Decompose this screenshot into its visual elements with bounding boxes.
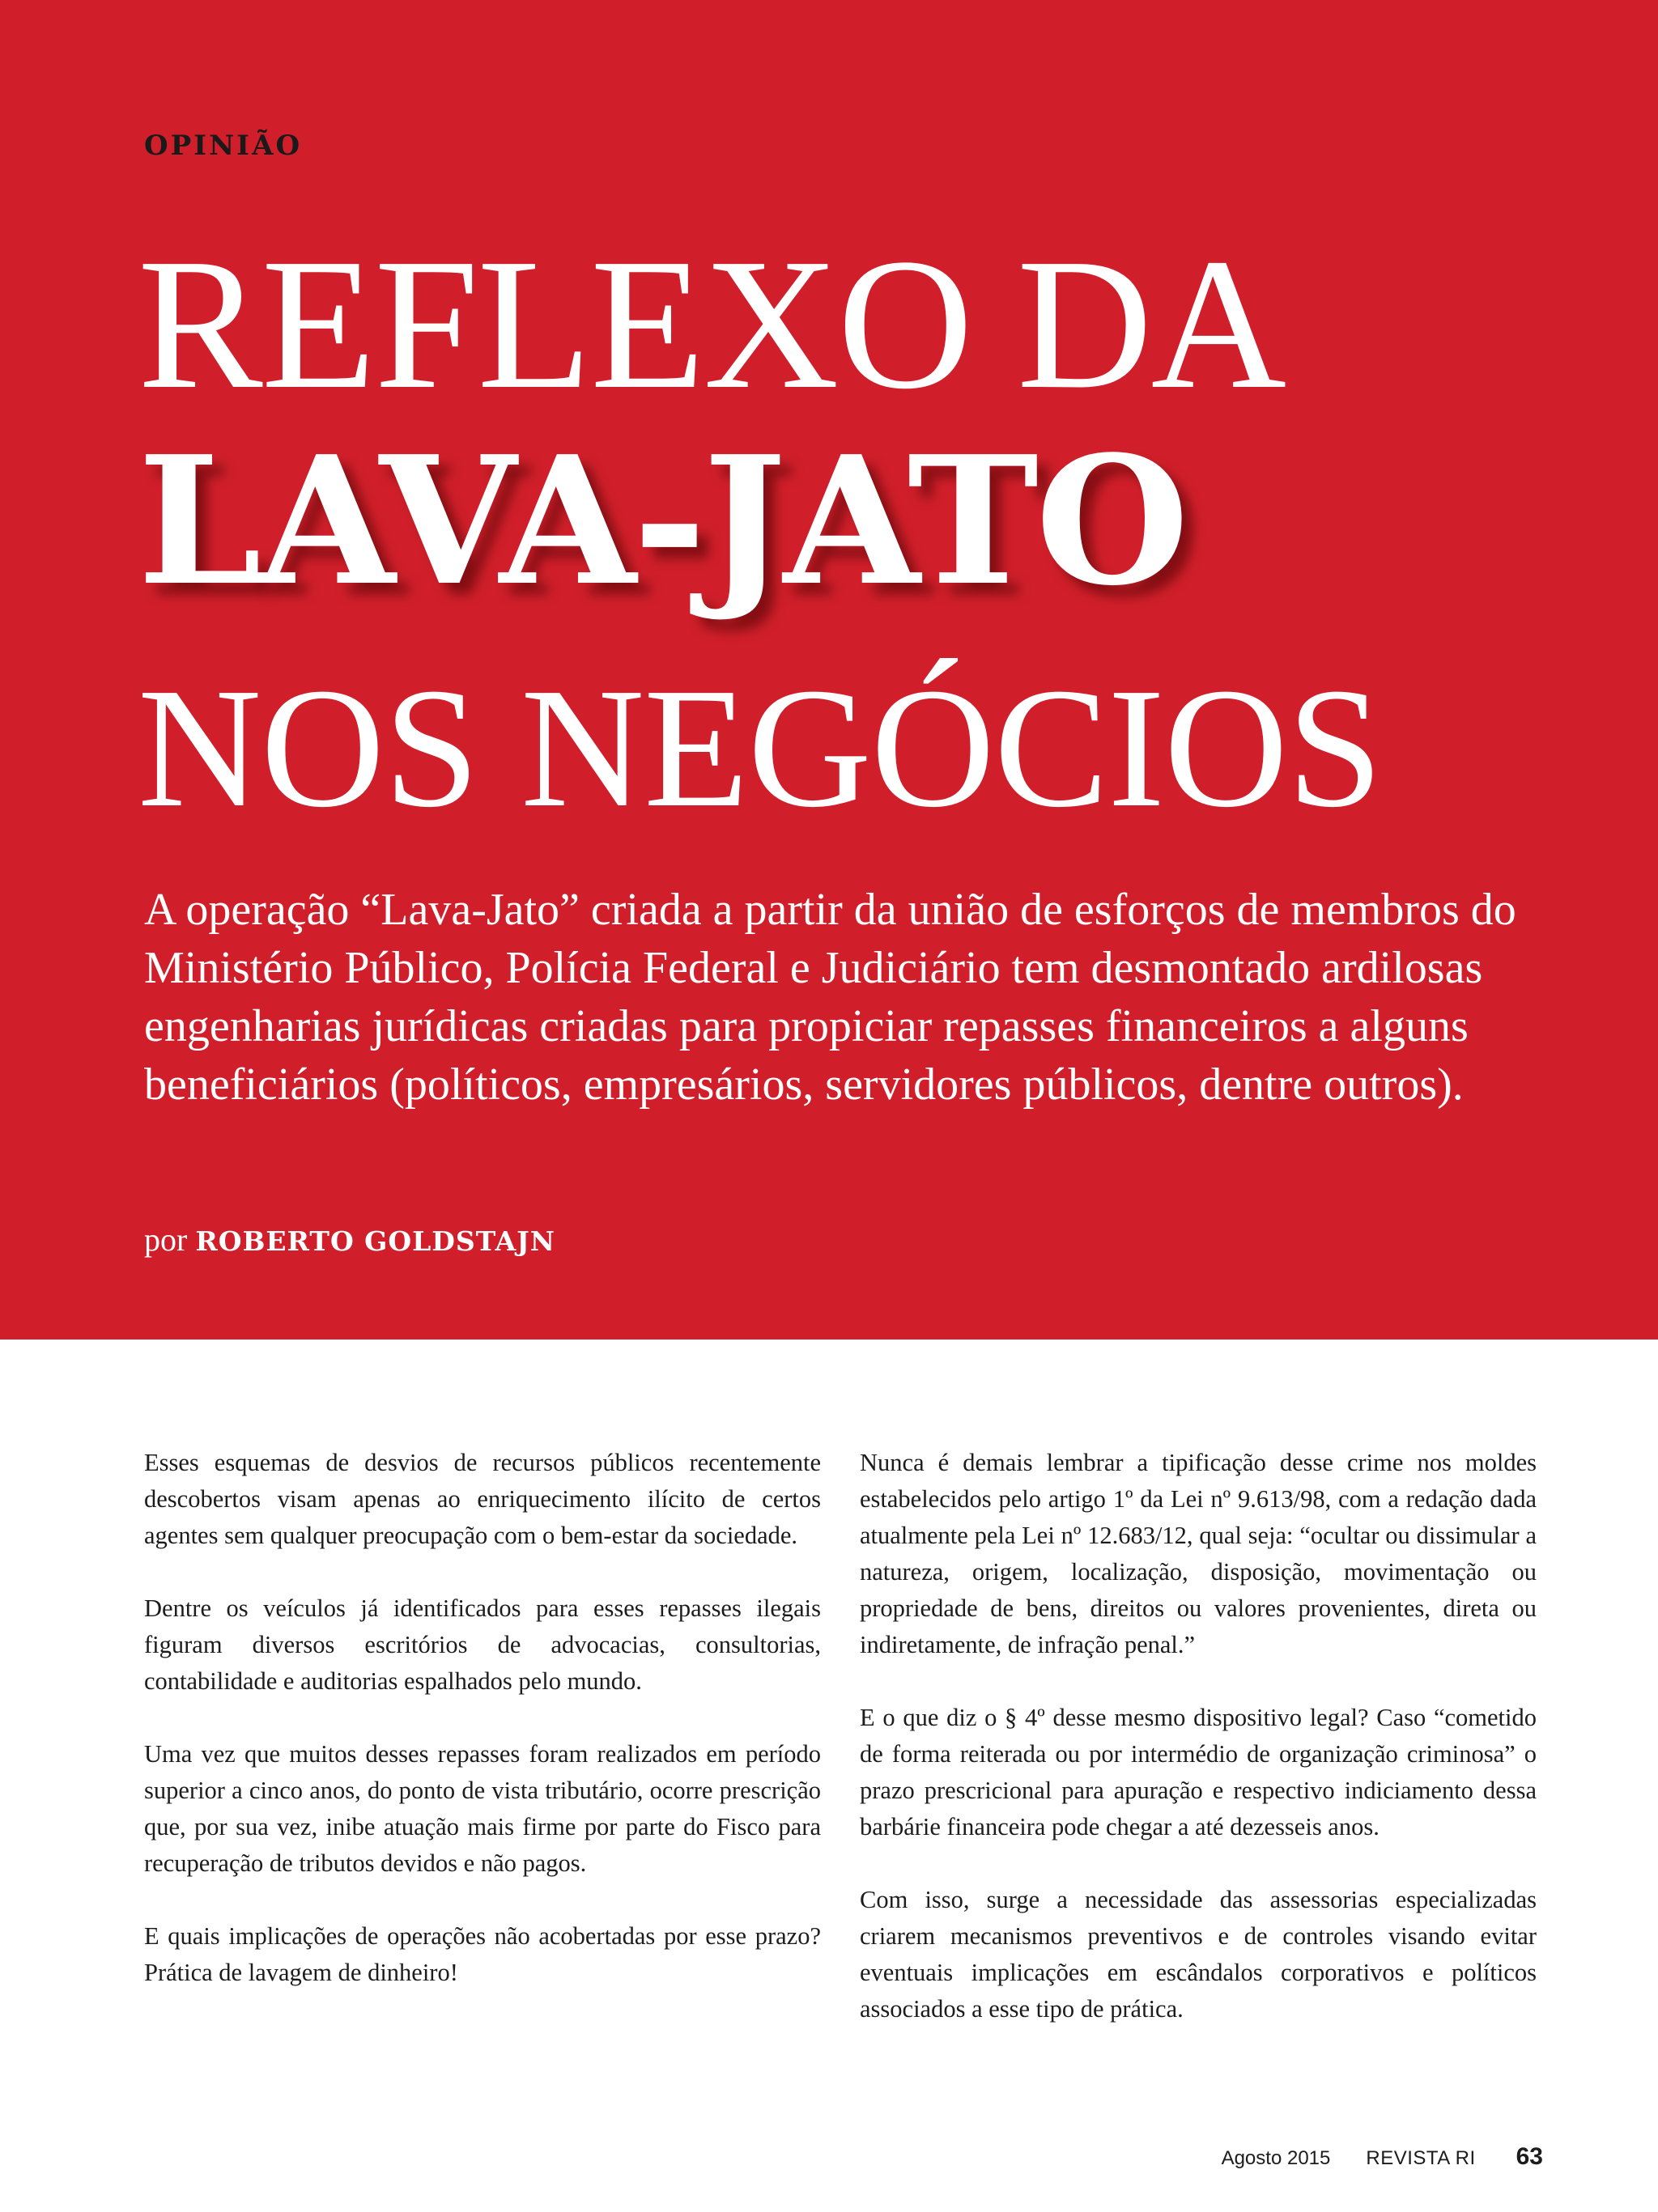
body-paragraph: Dentre os veículos já identificados para esses repasses ilegais figuram diversos escritórios de advocacias, consultorias, contabilidade e auditorias espalhados pelo mundo.: [144, 1594, 821, 1695]
title-line-1: REFLEXO DA: [138, 220, 1286, 428]
page-number: 63: [1516, 2143, 1543, 2170]
body-paragraph: Uma vez que muitos desses repasses foram realizados em período superior a cinco anos, do ponto de vista tributário, ocorre prescrição que, por sua vez, inibe atuação mais firme por parte do Fisco para recuperação de tributos devidos e não pagos.: [144, 1740, 821, 1877]
body-column-left: [144, 1445, 821, 2027]
section-label: OPINIÃO: [144, 129, 303, 162]
body-paragraph: E quais implicações de operações não acobertadas por esse prazo? Prática de lavagem de dinheiro!: [144, 1922, 821, 1986]
magazine-name: REVISTA RI: [1366, 2147, 1476, 2169]
body-column-right: [860, 1445, 1537, 2064]
title-line-3: NOS NEGÓCIOS: [138, 652, 1382, 843]
page-footer: [1222, 2143, 1543, 2171]
issue-date: Agosto 2015: [1221, 2147, 1331, 2169]
body-paragraph: Com isso, surge a necessidade das assessorias especializadas criarem mecanismos preventivos e de controles visando evitar eventuais implicações em escândalos corporativos e políticos associados a esse tipo de prática.: [860, 1886, 1537, 2023]
lead-paragraph: A operação “Lava-Jato” criada a partir da união de esforços de membros do Ministério Público, Polícia Federal e Judiciário tem desmontado ardilosas engenharias jurídicas criadas para propiciar repasses financeiros a alguns beneficiários (políticos, empresários, servidores públicos, dentre outros).: [144, 885, 1516, 1110]
body-paragraph: Nunca é demais lembrar a tipificação desse crime nos moldes estabelecidos pelo artigo 1º da Lei nº 9.613/98, com a redação dada atualmente pela Lei nº 12.683/12, qual seja: “ocultar ou dissimular a natureza, origem, localização, disposição, movimentação ou propriedade de bens, direitos ou valores provenientes, direta ou indiretamente, de infração penal.”: [860, 1449, 1537, 1658]
byline: [144, 1221, 555, 1259]
byline-prefix: por: [144, 1221, 188, 1258]
body-paragraph: Esses esquemas de desvios de recursos públicos recentemente descobertos visam apenas ao enriquecimento ilícito de certos agentes sem qualquer preocupação com o bem-estar da sociedade.: [144, 1449, 821, 1549]
title-line-2: LAVA-JATO: [138, 418, 1186, 625]
body-paragraph: E o que diz o § 4º desse mesmo dispositivo legal? Caso “cometido de forma reiterada ou por intermédio de organização criminosa” o prazo prescricional para apuração e respectivo indiciamento dessa barbárie financeira pode chegar a até dezesseis anos.: [860, 1704, 1537, 1841]
author-name: ROBERTO GOLDSTAJN: [195, 1225, 555, 1257]
